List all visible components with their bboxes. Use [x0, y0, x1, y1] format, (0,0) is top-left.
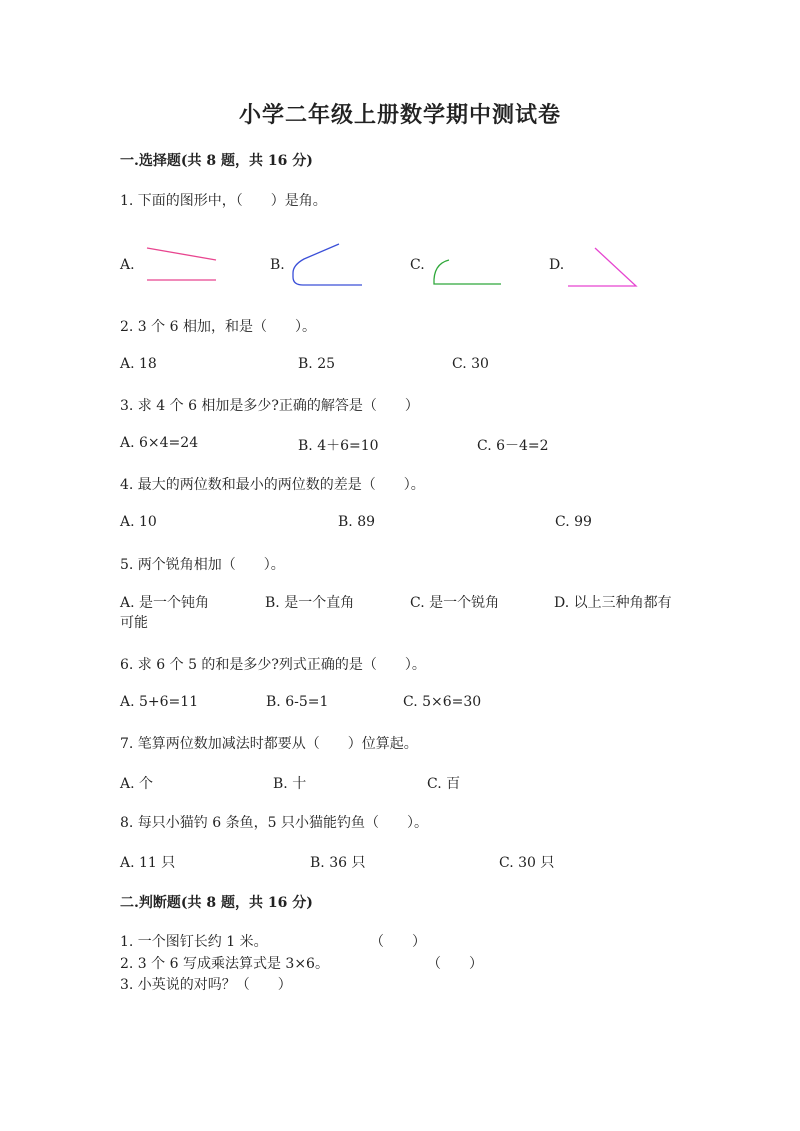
q5-option-a: A. 是一个钝角	[120, 595, 210, 611]
judge-2-answer-blank[interactable]: （ ）	[427, 956, 483, 972]
q2-option-a: A. 18	[120, 356, 157, 372]
q8-option-a: A. 11 只	[120, 855, 176, 871]
q1-option-b: B.	[270, 257, 285, 273]
figure-d-angle	[560, 240, 650, 292]
q6-option-c: C. 5×6=30	[403, 694, 482, 710]
figure-c-curve-angle	[425, 250, 515, 292]
question-8: 8. 每只小猫钓 6 条鱼，5 只小猫能钓鱼（ ）。	[120, 815, 428, 831]
question-5: 5. 两个锐角相加（ ）。	[120, 557, 285, 573]
q4-option-b: B. 89	[338, 514, 376, 530]
q2-option-b: B. 25	[298, 356, 336, 372]
q2-option-c: C. 30	[452, 356, 489, 372]
question-4: 4. 最大的两位数和最小的两位数的差是（ ）。	[120, 477, 425, 493]
q4-option-a: A. 10	[120, 514, 157, 530]
q5-option-c: C. 是一个锐角	[410, 595, 500, 611]
judge-question-3: 3. 小英说的对吗？（ ）	[120, 977, 292, 993]
q3-option-b: B. 4＋6=10	[298, 438, 379, 454]
q5-option-d: D. 以上三种角都有可能	[120, 595, 672, 631]
q3-option-a: A. 6×4=24	[120, 435, 199, 451]
q7-option-c: C. 百	[427, 776, 461, 792]
q7-option-a: A. 个	[120, 776, 154, 792]
q8-option-b: B. 36 只	[310, 855, 366, 871]
question-7: 7. 笔算两位数加减法时都要从（ ）位算起。	[120, 736, 418, 752]
q6-option-a: A. 5+6=11	[120, 694, 199, 710]
q8-option-c: C. 30 只	[499, 855, 555, 871]
judge-1-answer-blank[interactable]: （ ）	[370, 934, 426, 950]
section-title-judgement: 二.判断题(共 8 题，共 16 分)	[120, 895, 313, 911]
question-1: 1. 下面的图形中，（ ）是角。	[120, 193, 327, 209]
judge-question-1: 1. 一个图钉长约 1 米。	[120, 934, 268, 950]
q5-options	[120, 593, 680, 633]
question-2: 2. 3 个 6 相加，和是（ ）。	[120, 319, 316, 335]
q3-option-c: C. 6－4=2	[477, 438, 549, 454]
q1-option-d: D.	[549, 257, 565, 273]
q7-option-b: B. 十	[273, 776, 307, 792]
question-3: 3. 求 4 个 6 相加是多少?正确的解答是（ ）	[120, 398, 419, 414]
figure-b-rounded-angle	[285, 237, 375, 292]
q1-option-a: A.	[120, 257, 135, 273]
q6-option-b: B. 6-5=1	[266, 694, 329, 710]
figure-a-two-lines	[140, 240, 230, 290]
q5-option-b: B. 是一个直角	[265, 595, 355, 611]
judge-question-2: 2. 3 个 6 写成乘法算式是 3×6。	[120, 956, 329, 972]
q4-option-c: C. 99	[555, 514, 592, 530]
page-title: 小学二年级上册数学期中测试卷	[238, 102, 561, 128]
question-6: 6. 求 6 个 5 的和是多少?列式正确的是（ ）。	[120, 657, 426, 673]
q1-option-c: C.	[410, 257, 425, 273]
section-title-choice: 一.选择题(共 8 题，共 16 分)	[120, 153, 313, 169]
